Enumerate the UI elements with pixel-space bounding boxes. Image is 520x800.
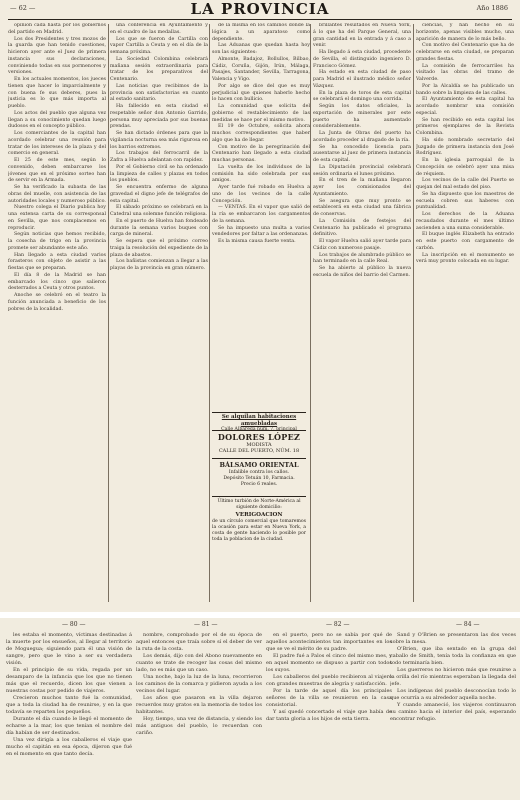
paragraph: La vuelta de los individuos de la comisión ha sido celebrada por sus amigos. xyxy=(212,164,310,184)
book-column-2 xyxy=(136,632,262,798)
ad-heading: Se alquilan habitaciones amuebladas xyxy=(221,414,297,427)
ad-rule xyxy=(212,458,306,459)
paragraph: — VENTAS. En el vapor que salió de la ría se embarcaron los cargamentos de la semana. xyxy=(212,205,310,224)
paragraph: Los derechos de la Aduana recaudados durante el mes último ascienden a una suma considerable. xyxy=(416,212,514,231)
column-separator xyxy=(310,24,311,602)
paragraph: les estaba el momento, víctimas destinadas á la muerte por los ensueños, al llegar al territorio de Moguegua; siguiendo para él una visión de sangre, pero que le vino a ser su verdadera visión. xyxy=(6,632,132,666)
paragraph: En la plaza de toros de esta capital se celebrará el domingo una corrida. xyxy=(313,90,411,103)
paragraph: opinión cada hasta por los gobiernos del partido en Madrid. xyxy=(8,23,106,35)
book-column-3 xyxy=(266,632,392,798)
paragraph: Durante el día cuando le llegó el momento de echarse a la mar, los que tenían el nombre del día habían de ser destinados. xyxy=(6,716,132,736)
paragraph: Con motivo del Centenario que ha de celebrarse en esta ciudad, se preparan grandes fiestas. xyxy=(416,43,514,62)
paragraph: Han llegado a esta ciudad varios forasteros con objeto de asistir a las fiestas que se preparan. xyxy=(8,252,106,271)
paragraph: Por algo se dice del que es muy perjudicial que quienes haberlo hecho lo hacen con bullicio. xyxy=(212,83,310,103)
paragraph: La Diputación provincial celebrará sesión ordinaria el lunes próximo. xyxy=(313,164,411,177)
paragraph: Los comerciantes de la capital han acordado celebrar una reunión para tratar de los intereses de la plaza y del comercio en general. xyxy=(8,131,106,157)
paragraph: Es la misma causa fuerte venta. xyxy=(218,239,296,244)
paragraph: El día 8 de la Madrid se han embarcado los cinco que salieron desterrados a Ceuta y otros puntos. xyxy=(8,272,106,292)
paragraph: Almonte, Badajoz, Bollullos, Bilbao, Cádiz, Coruña, Gijón, Irún, Málaga, Pasajes, Santander, Sevilla, Tarragona, Valencia y Vigo. xyxy=(212,56,310,82)
book-spread xyxy=(0,618,520,800)
paragraph: Según noticias que hemos recibido, la cosecha de trigo en la provincia promete ser abundante este año. xyxy=(8,232,106,251)
column-2 xyxy=(110,23,208,603)
ad-product-line: Infalible contra los callos. xyxy=(228,470,290,475)
paragraph: nombre, comprobado por el de su época de aquel entonces que traía sobre sí el deber de ver la ruta de la costa. xyxy=(136,632,262,652)
paragraph: de la misma en los caminos donde la lógica a un aparatoso como dependiente. xyxy=(212,23,310,42)
ad-balsamo xyxy=(212,461,306,488)
issue-date: Año 1886 xyxy=(476,4,508,12)
paragraph: Con motivo de la peregrinación del Centenario han llegado a esta ciudad muchas personas. xyxy=(212,144,310,163)
paragraph: Hoy, tiempo, una vez de distancia, y siendo los más antiguos del pueblo, lo recuerdan con cariño. xyxy=(136,716,262,736)
paragraph: Se ha abierto al público la nueva escuela de niños del barrio del Carmen. xyxy=(313,266,411,278)
paragraph: ciencias, y han hecho en su horizonte, apenas visibles mucho, una aparición de manera de lo más bello. xyxy=(416,23,514,42)
ad-profession: MODISTA xyxy=(246,442,272,448)
paragraph: Se ha dispuesto que los maestros de escuela cobren sus haberes con puntualidad. xyxy=(416,191,514,211)
column-separator xyxy=(413,24,414,602)
page-number: — 62 — xyxy=(10,4,36,12)
paragraph: Y así quedó concertado el viaje que había de dar tanta gloria a los hijos de esta tierra. xyxy=(266,709,392,722)
masthead: LA PROVINCIA xyxy=(190,0,330,18)
paragraph: La comunidad que solicita del gobierno el restablecimiento de las medidas se hace por el mismo motivo. xyxy=(212,104,310,123)
ad-modista xyxy=(212,432,306,455)
paragraph: Los actos del pueblo que alguna vez llegan a su conocimiento quedan luego dudosos en el concepto público. xyxy=(8,110,106,130)
paragraph: El 19 de Octubre, solicita ahora muchos correspondientes que haber algo que ha de llegar. xyxy=(212,124,310,143)
column-separator xyxy=(108,24,109,602)
column-4 xyxy=(313,23,411,603)
column-1 xyxy=(8,23,106,603)
paragraph: El vapor Huelva salió ayer tarde para Cádiz con numeroso pasaje. xyxy=(313,239,411,251)
paragraph: Por la Alcaldía se ha publicado un bando sobre la limpieza de las calles. xyxy=(416,83,514,96)
ad-place: VERIGOACION xyxy=(235,512,283,518)
ad-rule xyxy=(212,430,306,431)
paragraph: Los demás, dijo con del Abono nuevamente en cuanto se trate de recoger las cosas del mismo lado, no es más que un caso. xyxy=(136,653,262,673)
paragraph: Sand y O'Brien se presentaron las dos veces sobre la mesa. xyxy=(390,632,516,645)
ad-notice-body: de un círculo comercial que tomaremos la ocasión para estar en Nueva York, a costa de gente haciendo lo posible por toda la poblacion de la ciudad. xyxy=(212,519,306,542)
ad-rule xyxy=(212,412,306,413)
paragraph: Los caballeros del pueblo recibieron al viajero con grandes muestras de alegría y satisfacción. xyxy=(266,674,392,687)
paragraph: Por la tarde de aquel día los principales señores de la villa se reunieron en la casa consistorial. xyxy=(266,688,392,708)
page-number: — 84 — xyxy=(456,621,480,628)
paragraph: Nuestro colega el Diario publica hoy una extensa carta de su corresponsal en Sevilla, que nos complacemos en reproducir. xyxy=(8,205,106,231)
paragraph: Los vecinos de la calle del Puerto se quejan del mal estado del piso. xyxy=(416,178,514,190)
ad-product-line: Depósito Tetuán 10, Farmacia. xyxy=(223,476,295,481)
paragraph: Se han recibido en esta capital los primeros ejemplares de la Revista Colombina. xyxy=(416,117,514,136)
paragraph: El 25 de este mes, según lo convenido, deben embarcarse los jóvenes que en el próximo sorteo han de servir en la Armada. xyxy=(8,158,106,184)
paragraph: O'Brien, que iba sentado en la grupa del caballo de Smith, tenía toda la confianza en que todo terminaría bien. xyxy=(390,646,516,666)
paragraph: La Junta de Obras del puerto ha acordado proceder al dragado de la ría. xyxy=(313,131,411,143)
paragraph: en el puerto, pero no se sabía por qué de aquellos acontecimientos tan importantes en los que se ve el mérito de su padre. xyxy=(266,632,392,652)
paragraph: El padre fué a Palos el cinco del mismo mes, y en aquel momento se dispuso a partir con todos los suyos. xyxy=(266,653,392,673)
paragraph: Una noche, bajo la luz de la luna, recorrieron los caminos de la comarca y pidieron ayuda a los vecinos del lugar. xyxy=(136,674,262,694)
paragraph: En los actuales momentos, los jueces tienen que hacer lo imparcialmente y con buena fe sus deberes, pues la justicia es lo que más importa al pueblo. xyxy=(8,77,106,109)
header-rule xyxy=(8,19,512,20)
paragraph: Los trabajos del ferrocarril de la Zafra a Huelva adelantan con rapidez. xyxy=(110,151,208,163)
ad-rule xyxy=(212,496,306,497)
paragraph: Se ha impuesto una multa a varios vendedores por faltar a las ordenanzas. xyxy=(212,225,310,238)
paragraph: Los dos Presidentes y tres mozos de la guarda que han tenido cuestiones, hicieron ayer ante el Juez de primera instancia sus declaraciones, conviniendo todas en sus pormenores y versiones. xyxy=(8,36,106,76)
paragraph: La comisión de ferrocarriles ha visitado las obras del tramo de Valverde. xyxy=(416,63,514,82)
paragraph: Se asegura que muy pronto se establecerá en esta ciudad una fábrica de conservas. xyxy=(313,198,411,217)
paragraph: Los que se fueron de Cartilla con vapor Cartilla a Ceuta y en el día de la semana próxima. xyxy=(110,36,208,55)
page-number: — 82 — xyxy=(326,621,350,628)
paragraph: Una vez dirigía a los caballeros el viaje que mucho el capitán en esa época, dijeron que fué en el momento en que tanto decía. xyxy=(6,737,132,757)
paragraph: El Ayuntamiento de esta capital ha acordado nombrar una comisión especial. xyxy=(416,97,514,116)
paragraph: El buque inglés Elizabeth ha entrado en este puerto con cargamento de carbón. xyxy=(416,232,514,251)
paragraph: Las Aduanas que quedan hasta hoy son las siguientes: xyxy=(212,43,310,55)
paragraph: brillantes resultados en Nueva York, á lo que ha del Parque General, una gran cantidad en la entrada y á caso a venir. xyxy=(313,23,411,49)
paragraph: Según los datos oficiales, la exportación de minerales por este puerto ha aumentado considerablemente. xyxy=(313,104,411,130)
paragraph: Ayer tarde fué robado en Huelva a uno de los vecinos de la calle Concepción. xyxy=(212,185,310,204)
paragraph: Los indígenas del pueblo desconocían todo lo que ocurría a su alrededor aquella noche. xyxy=(390,688,516,701)
paragraph: Los años que pasaron en la villa dejaron recuerdos muy gratos en la memoria de todos los habitantes. xyxy=(136,695,262,715)
paragraph: Se ha concedido licencia para ausentarse al juez de primera instancia de esta capital. xyxy=(313,144,411,163)
ad-name: DOLORES LÓPEZ xyxy=(217,432,301,442)
paragraph: Se encuentra enfermo de alguna gravedad el digno jefe de telégrafos de esta capital. xyxy=(110,185,208,204)
paragraph: Los guerreros no hicieron más que reunirse a la orilla del río mientras esperaban la llegada del jefe. xyxy=(390,667,516,687)
column-separator xyxy=(209,24,210,602)
paragraph: Los trabajos de alumbrado público se han terminado en la calle Real. xyxy=(313,252,411,265)
paragraph: Crecieron muchos tanto fué la comunidad, que a toda la ciudad ha de reunirse, y en la que todavía se reparten los pequeños. xyxy=(6,695,132,715)
paragraph: Se han dictado órdenes para que la vigilancia nocturna sea más rigurosa en los barrios extremos. xyxy=(110,131,208,150)
column-3 xyxy=(212,23,310,411)
ad-notice xyxy=(212,499,306,543)
book-column-4 xyxy=(390,632,516,798)
paragraph: una conferencia en Ayuntamiento y en el cuadro de las medallas. xyxy=(110,23,208,35)
paragraph: Ha fallecido en esta ciudad el respetable señor don Antonio Garrido, persona muy apreciada por sus buenas prendas. xyxy=(110,104,208,130)
page-number: — 81 — xyxy=(194,621,218,628)
ad-product-line: Precio 6 reales. xyxy=(240,482,278,487)
paragraph: Ha llegado á esta ciudad, procedente de Sevilla, el distinguido ingeniero D. Francisco Gómez. xyxy=(313,50,411,69)
ad-address: CALLE DEL PUERTO, NÚM. 18 xyxy=(218,448,300,455)
paragraph: La Comisión de festejos del Centenario ha publicado el programa definitivo. xyxy=(313,218,411,238)
paragraph: Los bañistas comienzan a llegar a las playas de la provincia en gran número. xyxy=(110,259,208,271)
column-5 xyxy=(416,23,514,603)
paragraph: Ha sido nombrado secretario del Juzgado de primera instancia don José Rodríguez. xyxy=(416,137,514,157)
ad-product: BÁLSAMO ORIENTAL xyxy=(219,461,299,469)
book-column-1 xyxy=(6,632,132,798)
page-number: — 80 — xyxy=(62,621,86,628)
ad-heading-sub: Calle Albareda núm. 7, principal xyxy=(221,427,297,432)
paragraph: El sábado próximo se celebrará en la Catedral una solemne función religiosa. xyxy=(110,205,208,217)
ad-notice-text: Último turbión de Norte-América al siguiente domicilio: xyxy=(217,499,301,510)
paragraph: Ha estado en esta ciudad de paso para Madrid el ilustrado médico señor Vázquez. xyxy=(313,70,411,89)
paragraph: Las noticias que recibimos de la provincia son satisfactorias en cuanto al estado sanitario. xyxy=(110,83,208,103)
paragraph: En el puerto de Huelva han fondeado durante la semana varios buques con carga de mineral. xyxy=(110,218,208,238)
paragraph: La inscripción en el monumento se verá muy pronto colocada en su lugar. xyxy=(416,252,514,265)
paragraph: En la iglesia parroquial de la Concepción se celebró ayer una misa de réquiem. xyxy=(416,158,514,177)
paragraph: Por el Gobierno civil se ha ordenado la limpieza de calles y plazas en todos los pueblos. xyxy=(110,164,208,184)
paragraph: Se ha verificado la subasta de las obras del muelle, con asistencia de las autoridades locales y numeroso público. xyxy=(8,185,106,204)
paragraph: En el principio de su vida, regada por un desamparo de la infancia que los que no tienen más que el recuerdo, dicen los que vienen a nuestras costas por pedido de viajeros. xyxy=(6,667,132,694)
paragraph: La Sociedad Colombina celebrará mañana sesión extraordinaria para tratar de los preparativos del Centenario. xyxy=(110,56,208,82)
paragraph: Anoche se celebró en el teatro la función anunciada a beneficio de los pobres de la localidad. xyxy=(8,293,106,312)
paragraph: Y cuando amaneció, los viajeros continuaron su camino hacia el interior del país, esperando encontrar refugio. xyxy=(390,702,516,722)
paragraph: En el tren de la mañana llegaron ayer los comisionados del Ayuntamiento. xyxy=(313,178,411,197)
paragraph: Se espera que el próximo correo traiga la resolución del expediente de la plaza de abastos. xyxy=(110,239,208,258)
